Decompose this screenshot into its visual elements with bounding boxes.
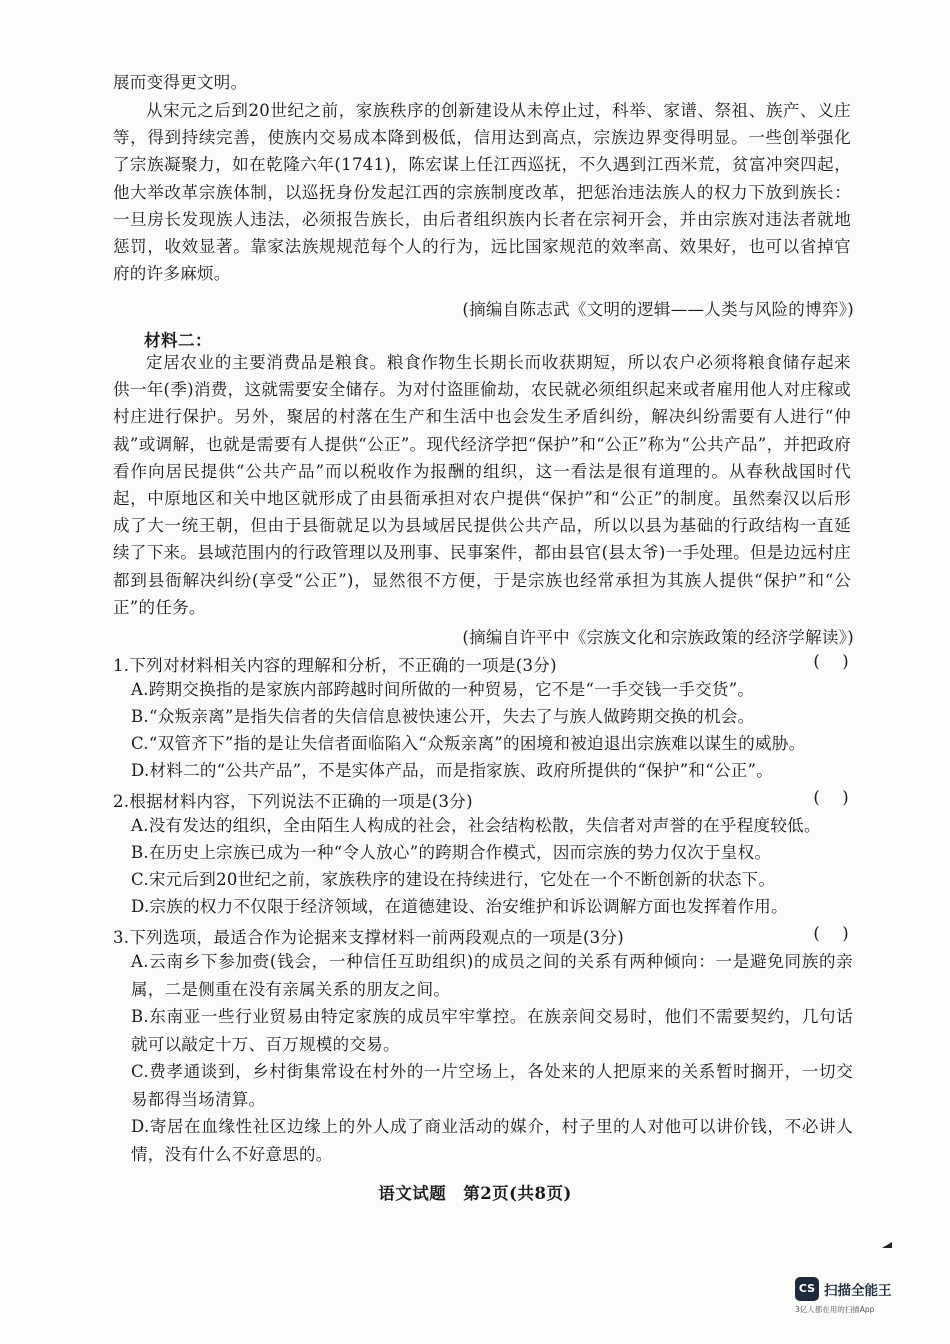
question-3 xyxy=(113,924,853,948)
camscanner-logo-icon: CS xyxy=(795,1277,819,1301)
option-b: B.“众叛亲离”是指失信者的失信信息被快速公开，失去了与族人做跨期交换的机会。 xyxy=(131,707,755,726)
option-b: B.东南亚一些行业贸易由特定家族的成员牢牢掌控。在族亲间交易时，他们不需要契约，几句话就可以敲定十万、百万规模的交易。 xyxy=(131,1007,853,1054)
question-2 xyxy=(113,788,853,812)
material1-source: (摘编自陈志武《文明的逻辑——人类与风险的博弈》) xyxy=(462,300,854,319)
material2-paragraph: 定居农业的主要消费品是粮食。粮食作物生长期长而收获期短，所以农户必须将粮食储存起来供一年(季)消费，这就需要安全储存。为对付盗匪偷劫，农民就必须组织起来或者雇用他人对庄稼或村庄进行保护。另外，聚居的村落在生产和生活中也会发生矛盾纠纷，解决纠纷需要有人进行“仲裁”或调解，也就是需要有人提供“公正”。现代经济学把“保护”和“公正”称为“公共产品”，并把政府看作向居民提供“公共产品”而以税收作为报酬的组织，这一看法是很有道理的。从春秋战国时代起，中原地区和关中地区就形成了由县衙承担对农户提供“保护”和“公正”的制度。虽然秦汉以后形成了大一统王朝，但由于县衙就足以为县域居民提供公共产品，所以以县为基础的行政结构一直延续了下来。县域范围内的行政管理以及刑事、民事案件，都由县官(县太爷)一手处理。但是边远村庄都到县衙解决纠纷(享受“公正”)，显然很不方便，于是宗族也经常承担为其族人提供“保护”和“公正”的任务。 xyxy=(113,353,851,617)
option-a: A.云南乡下参加赍(钱会，一种信任互助组织)的成员之间的关系有两种倾向：一是避免同族的亲属，二是侧重在没有亲属关系的朋友之间。 xyxy=(131,952,853,999)
question-2-stem: 2.根据材料内容，下列说法不正确的一项是(3分) xyxy=(113,792,473,811)
watermark-tagline: 3亿人都在用的扫描App xyxy=(795,1305,875,1314)
option-a: A.没有发达的组织，全由陌生人构成的社会，社会结构松散，失信者对声誉的在乎程度较低。 xyxy=(131,816,821,835)
answer-blank[interactable]: ( ) xyxy=(813,924,849,943)
option-d: D.寄居在血缘性社区边缘上的外人成了商业活动的媒介，村子里的人对他可以讲价钱，不必讲人情，没有什么不好意思的。 xyxy=(131,1117,853,1164)
option-a: A.跨期交换指的是家族内部跨越时间所做的一种贸易，它不是“一手交钱一手交货”。 xyxy=(131,680,755,699)
material1-paragraph: 从宋元之后到20世纪之前，家族秩序的创新建设从未停止过，科举、家谱、祭祖、族产、义庄等，得到持续完善，使族内交易成本降到极低，信用达到高点，宗族边界变得明显。一些创举强化了宗族凝聚力，如在乾隆六年(1741)，陈宏谋上任江西巡抚，不久遇到江西米荒，贫富冲突四起，他大举改革宗族体制，以巡抚身份发起江西的宗族制度改革，把惩治违法族人的权力下放到族长：一旦房长发现族人违法，必须报告族长，由后者组织族内长者在宗祠开会，并由宗族对违法者就地惩罚，收效显著。靠家法族规规范每个人的行为，远比国家规范的效率高、效果好，也可以省掉官府的许多麻烦。 xyxy=(113,101,851,284)
watermark-name: 扫描全能王 xyxy=(824,1283,892,1299)
scanner-watermark xyxy=(795,1277,915,1317)
option-c: C.“双管齐下”指的是让失信者面临陷入“众叛亲离”的困境和被迫退出宗族难以谋生的威胁。 xyxy=(131,734,806,753)
material2-source: (摘编自许平中《宗族文化和宗族政策的经济学解读》) xyxy=(462,628,854,647)
option-c: C.宋元后到20世纪之前，家族秩序的建设在持续进行，它处在一个不断创新的状态下。 xyxy=(131,870,776,889)
option-b: B.在历史上宗族已成为一种“令人放心”的跨期合作模式，因而宗族的势力仅次于皇权。 xyxy=(131,843,772,862)
material1-continuation: 展而变得更文明。 xyxy=(113,73,248,92)
answer-blank[interactable]: ( ) xyxy=(813,788,849,807)
answer-blank[interactable]: ( ) xyxy=(813,652,849,671)
question-3-stem: 3.下列选项，最适合作为论据来支撑材料一前两段观点的一项是(3分) xyxy=(113,928,625,947)
option-c: C.费孝通谈到，乡村街集常设在村外的一片空场上，各处来的人把原来的关系暂时搁开，一切交易都得当场清算。 xyxy=(131,1062,853,1109)
page-footer: 语文试题 第2页(共8页) xyxy=(378,1184,572,1203)
question-1-stem: 1.下列对材料相关内容的理解和分析，不正确的一项是(3分) xyxy=(113,656,557,675)
scan-mark-icon xyxy=(882,1242,892,1248)
option-d: D.材料二的“公共产品”，不是实体产品，而是指家族、政府所提供的“保护”和“公正”。 xyxy=(131,761,774,780)
question-1 xyxy=(113,652,853,676)
option-d: D.宗族的权力不仅限于经济领域，在道德建设、治安维护和诉讼调解方面也发挥着作用。 xyxy=(131,897,788,916)
material2-heading: 材料二： xyxy=(144,331,212,350)
